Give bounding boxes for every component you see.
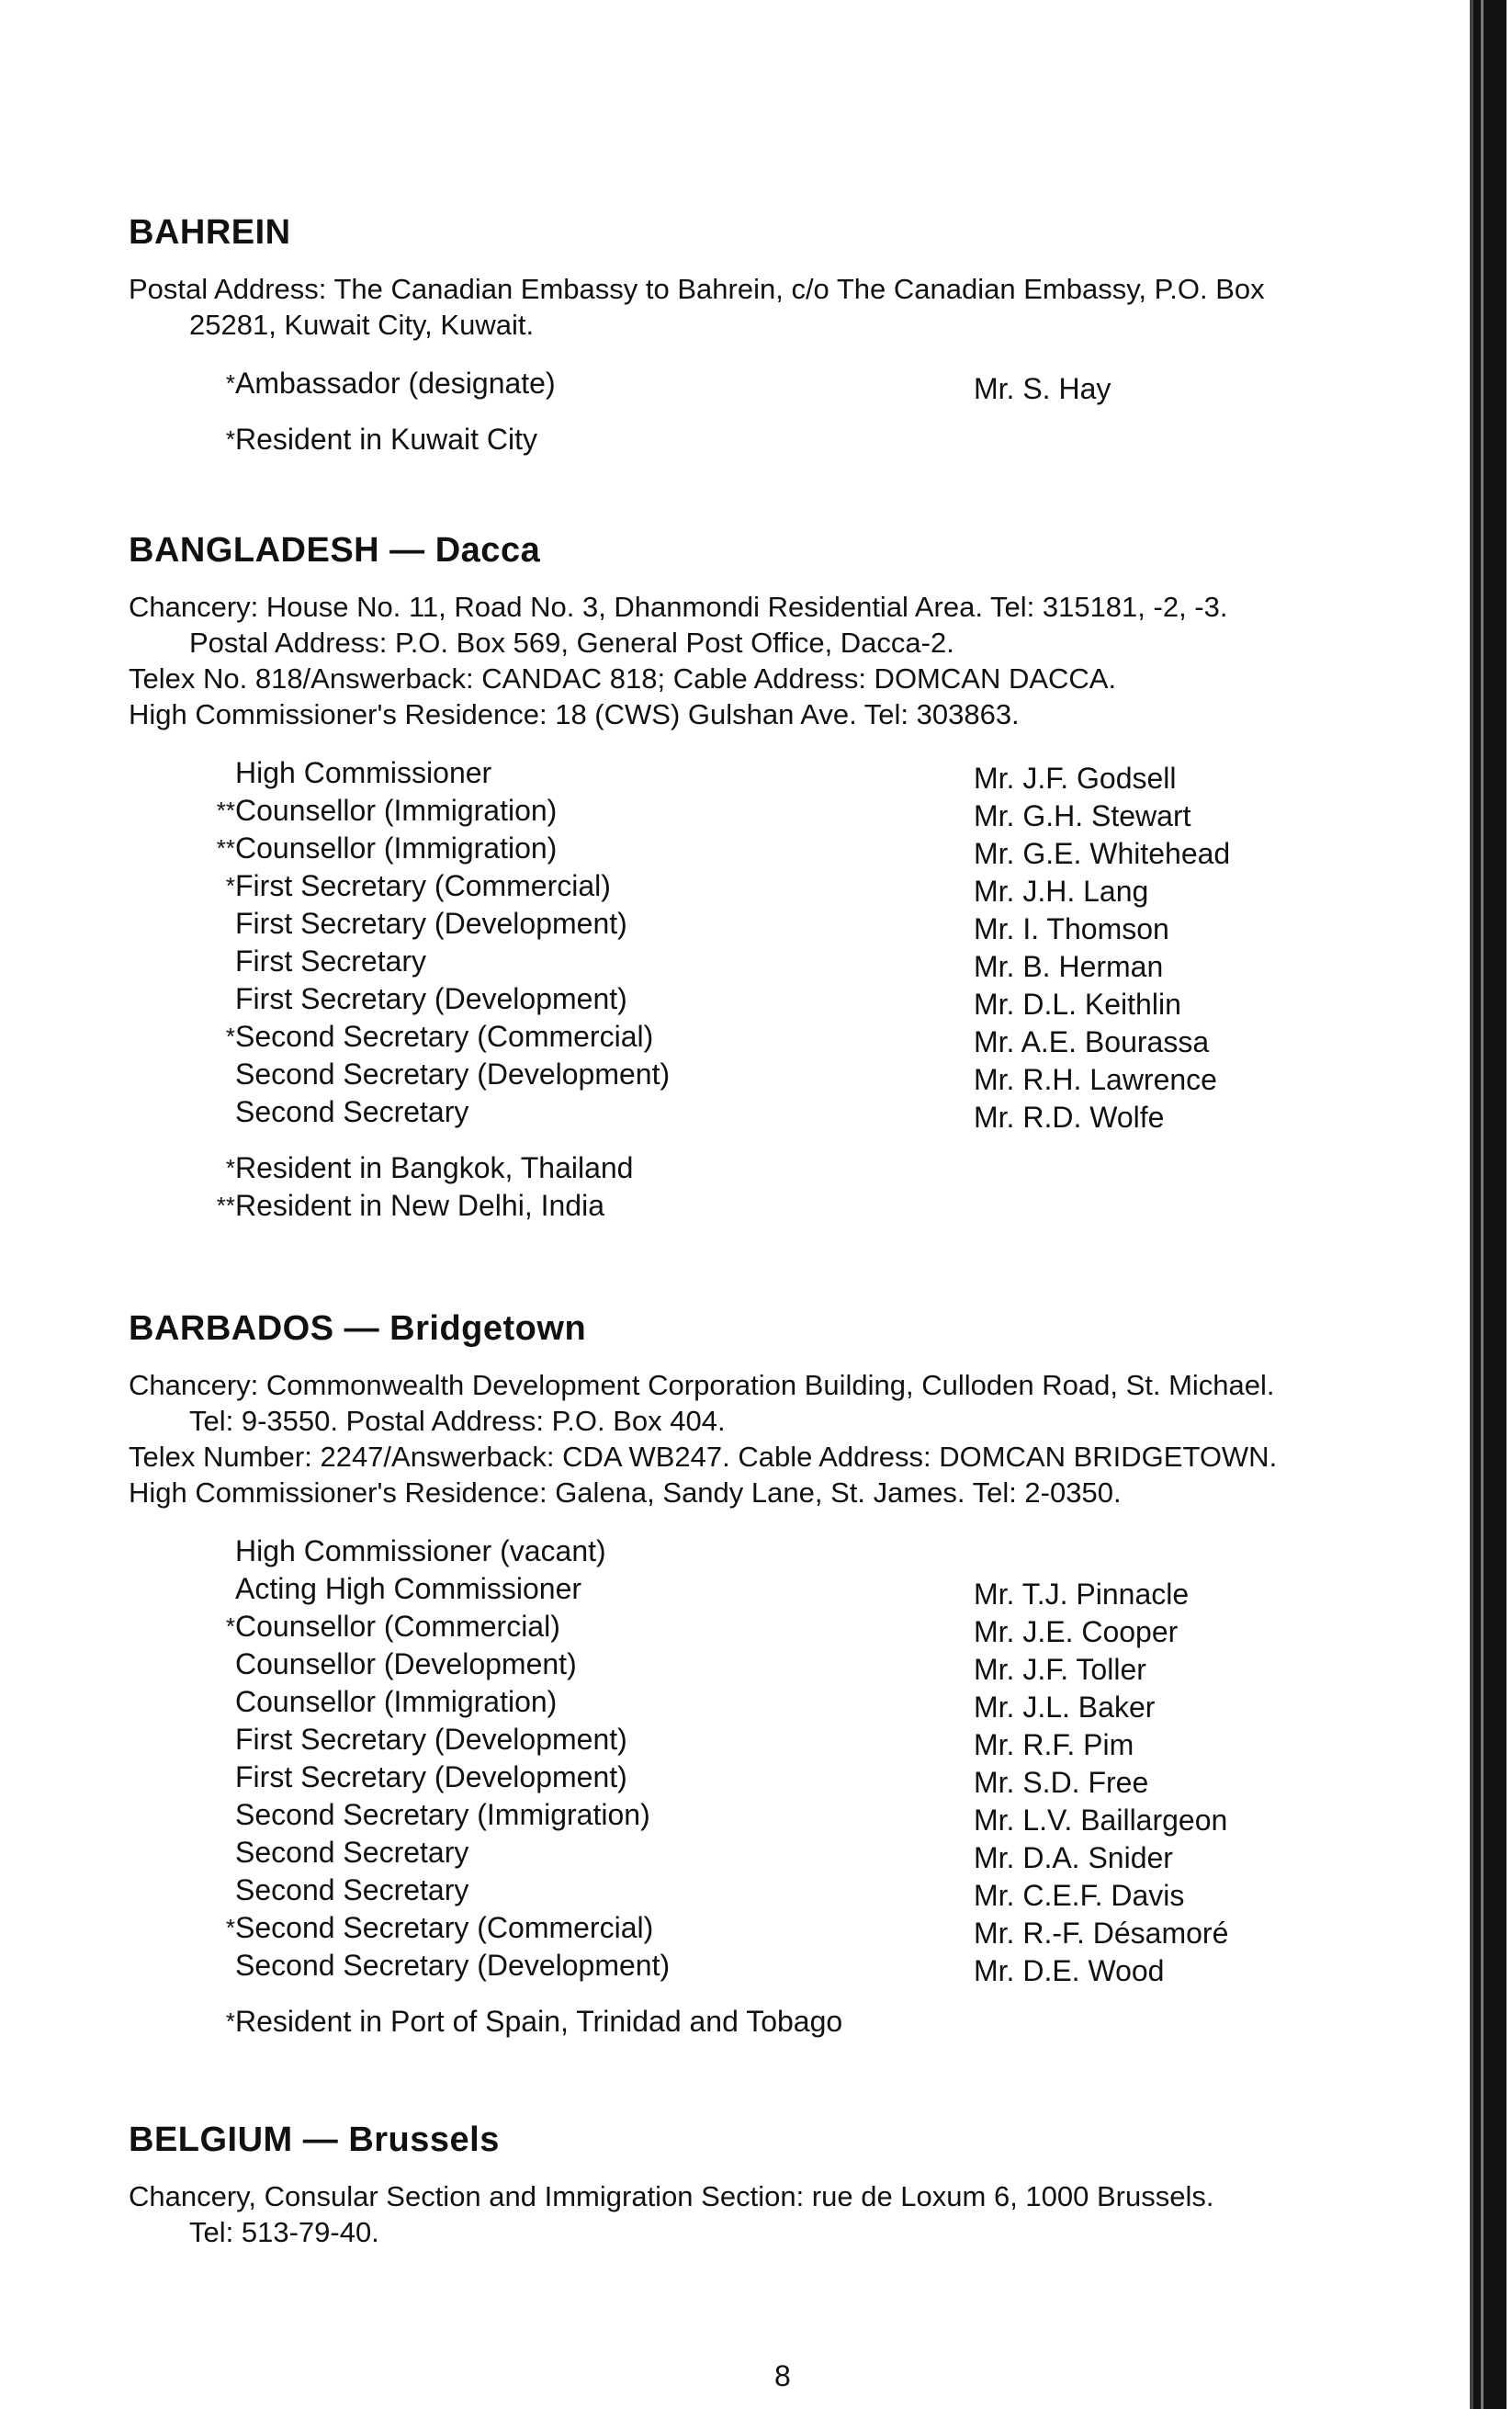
section-heading: BANGLADESH — Dacca: [129, 531, 541, 570]
address-line: Tel: 513-79-40.: [189, 2216, 379, 2248]
position-title: High Commissioner (vacant): [235, 1534, 606, 1567]
officer-name: Mr. L.V. Baillargeon: [974, 1804, 1228, 1837]
staff-row: [129, 1683, 1442, 1724]
section-belgium: [129, 2121, 1442, 2250]
footnote-marker: *: [225, 1023, 235, 1050]
footnote: [129, 1187, 1442, 1225]
position-title: Second Secretary (Development): [235, 1057, 671, 1091]
officer-name: Mr. B. Herman: [974, 950, 1164, 983]
position-title: Second Secretary (Development): [235, 1949, 671, 1982]
officer-name: Mr. R.H. Lawrence: [974, 1063, 1217, 1096]
footnote-marker: *: [225, 425, 235, 453]
position-title: Second Secretary: [235, 1873, 469, 1906]
position-title: Second Secretary (Commercial): [235, 1911, 654, 1944]
staff-row: [129, 792, 1442, 830]
position-title: First Secretary: [235, 944, 427, 978]
footnote-marker: *: [225, 872, 235, 899]
position-title: Counsellor (Development): [235, 1647, 577, 1680]
address-line: Telex No. 818/Answerback: CANDAC 818; Cable Address: DOMCAN DACCA.: [129, 662, 1117, 695]
footnote-marker: *: [225, 1612, 235, 1640]
position-title: Second Secretary (Commercial): [235, 1020, 654, 1053]
officer-name: Mr. A.E. Bourassa: [974, 1025, 1210, 1058]
staff-list: [129, 365, 1442, 405]
officer-name: Mr. J.E. Cooper: [974, 1615, 1179, 1648]
officer-name: Mr. D.A. Snider: [974, 1841, 1173, 1874]
staff-row: [129, 867, 1442, 908]
position-title: First Secretary (Development): [235, 1723, 627, 1756]
footnote-text: Resident in Kuwait City: [235, 423, 538, 456]
section-bahrein: [129, 213, 1442, 458]
staff-row: [129, 1759, 1442, 1799]
address-block: [129, 2178, 1442, 2250]
footnote-marker: **: [216, 1192, 235, 1219]
position-title: Second Secretary: [235, 1836, 469, 1869]
position-title: Counsellor (Commercial): [235, 1610, 560, 1643]
officer-name: Mr. G.H. Stewart: [974, 799, 1191, 832]
position-title: Counsellor (Immigration): [235, 1685, 558, 1718]
officer-name: Mr. J.F. Toller: [974, 1653, 1146, 1686]
staff-row: [129, 1570, 1442, 1611]
address-line: 25281, Kuwait City, Kuwait.: [189, 309, 535, 341]
footnote-text: Resident in New Delhi, India: [235, 1189, 604, 1222]
section-heading: BELGIUM — Brussels: [129, 2121, 500, 2159]
officer-name: Mr. G.E. Whitehead: [974, 837, 1231, 870]
footnote: [129, 1149, 1442, 1187]
staff-row: [129, 1646, 1442, 1686]
footnote-text: Resident in Bangkok, Thailand: [235, 1151, 634, 1184]
footnote-marker: **: [216, 797, 235, 824]
officer-name: Mr. T.J. Pinnacle: [974, 1578, 1190, 1611]
staff-row: [129, 905, 1442, 943]
section-bangladesh: [129, 531, 1442, 1225]
staff-row: [129, 1947, 1442, 1985]
position-title: First Secretary (Development): [235, 982, 627, 1015]
scan-edge-bar: [1470, 0, 1506, 2409]
position-title: Counsellor (Immigration): [235, 794, 558, 827]
position-title: First Secretary (Commercial): [235, 869, 611, 902]
footnotes: [129, 421, 1442, 458]
footnote: [129, 2003, 1442, 2041]
staff-row: [129, 1721, 1442, 1759]
staff-row: [129, 1056, 1442, 1096]
officer-name: Mr. R.F. Pim: [974, 1728, 1134, 1761]
address-line: Postal Address: The Canadian Embassy to Bahrein, c/o The Canadian Embassy, P.O. Box: [129, 273, 1265, 305]
staff-row: [129, 1909, 1442, 1950]
officer-name: Mr. C.E.F. Davis: [974, 1879, 1185, 1912]
footnote-marker: *: [225, 1154, 235, 1182]
address-line: Chancery, Consular Section and Immigration Section: rue de Loxum 6, 1000 Brussels.: [129, 2180, 1214, 2212]
officer-name: Mr. S. Hay: [974, 372, 1111, 405]
position-title: Acting High Commissioner: [235, 1572, 582, 1605]
footnote-marker: *: [225, 1914, 235, 1941]
position-title: Ambassador (designate): [235, 367, 556, 400]
staff-row: [129, 830, 1442, 870]
officer-name: Mr. I. Thomson: [974, 912, 1169, 945]
section-barbados: [129, 1309, 1442, 2041]
position-title: High Commissioner: [235, 756, 492, 789]
address-line: Tel: 9-3550. Postal Address: P.O. Box 404.: [189, 1405, 726, 1437]
address-line: Postal Address: P.O. Box 569, General Post Office, Dacca-2.: [189, 627, 954, 659]
address-line: High Commissioner's Residence: Galena, Sandy Lane, St. James. Tel: 2-0350.: [129, 1476, 1122, 1509]
position-title: Counsellor (Immigration): [235, 831, 558, 865]
address-block: [129, 1367, 1442, 1510]
officer-name: Mr. R.-F. Désamoré: [974, 1917, 1229, 1950]
staff-row: [129, 1018, 1442, 1056]
footnote: [129, 421, 1442, 458]
footnote-text: Resident in Port of Spain, Trinidad and Tobago: [235, 2005, 843, 2038]
staff-row: [129, 1532, 1442, 1570]
position-title: First Secretary (Development): [235, 1760, 627, 1793]
address-block: [129, 271, 1442, 343]
staff-row: [129, 754, 1442, 795]
footnotes: [129, 1149, 1442, 1225]
staff-row: [129, 943, 1442, 983]
position-title: Second Secretary (Immigration): [235, 1798, 650, 1831]
officer-name: Mr. J.H. Lang: [974, 875, 1149, 908]
section-heading: BAHREIN: [129, 213, 291, 252]
position-title: First Secretary (Development): [235, 907, 627, 940]
officer-name: Mr. J.F. Godsell: [974, 762, 1177, 795]
officer-name: Mr. S.D. Free: [974, 1766, 1149, 1799]
officer-name: Mr. D.E. Wood: [974, 1954, 1165, 1987]
staff-row: [129, 1608, 1442, 1646]
officer-name: Mr. J.L. Baker: [974, 1691, 1156, 1724]
footnotes: [129, 2003, 1442, 2041]
section-heading: BARBADOS — Bridgetown: [129, 1309, 587, 1348]
staff-row: [129, 1834, 1442, 1872]
address-line: Chancery: Commonwealth Development Corporation Building, Culloden Road, St. Michael.: [129, 1369, 1275, 1401]
staff-row: [129, 1872, 1442, 1912]
officer-name: Mr. D.L. Keithlin: [974, 988, 1181, 1021]
staff-row: [129, 1796, 1442, 1837]
staff-list: [129, 754, 1442, 1134]
staff-list: [129, 1532, 1442, 1985]
position-title: Second Secretary: [235, 1095, 469, 1128]
staff-row: [129, 980, 1442, 1021]
staff-row: [129, 1093, 1442, 1134]
footnote-marker: **: [216, 834, 235, 862]
address-line: High Commissioner's Residence: 18 (CWS) Gulshan Ave. Tel: 303863.: [129, 698, 1020, 730]
address-block: [129, 589, 1442, 732]
officer-name: Mr. R.D. Wolfe: [974, 1101, 1165, 1134]
footnote-marker: *: [225, 2008, 235, 2035]
address-line: Telex Number: 2247/Answerback: CDA WB247. Cable Address: DOMCAN BRIDGETOWN.: [129, 1441, 1278, 1473]
address-line: Chancery: House No. 11, Road No. 3, Dhanmondi Residential Area. Tel: 315181, -2, -3.: [129, 591, 1228, 623]
staff-row: [129, 365, 1442, 405]
footnote-marker: *: [225, 369, 235, 397]
page-number: 8: [774, 2359, 791, 2392]
